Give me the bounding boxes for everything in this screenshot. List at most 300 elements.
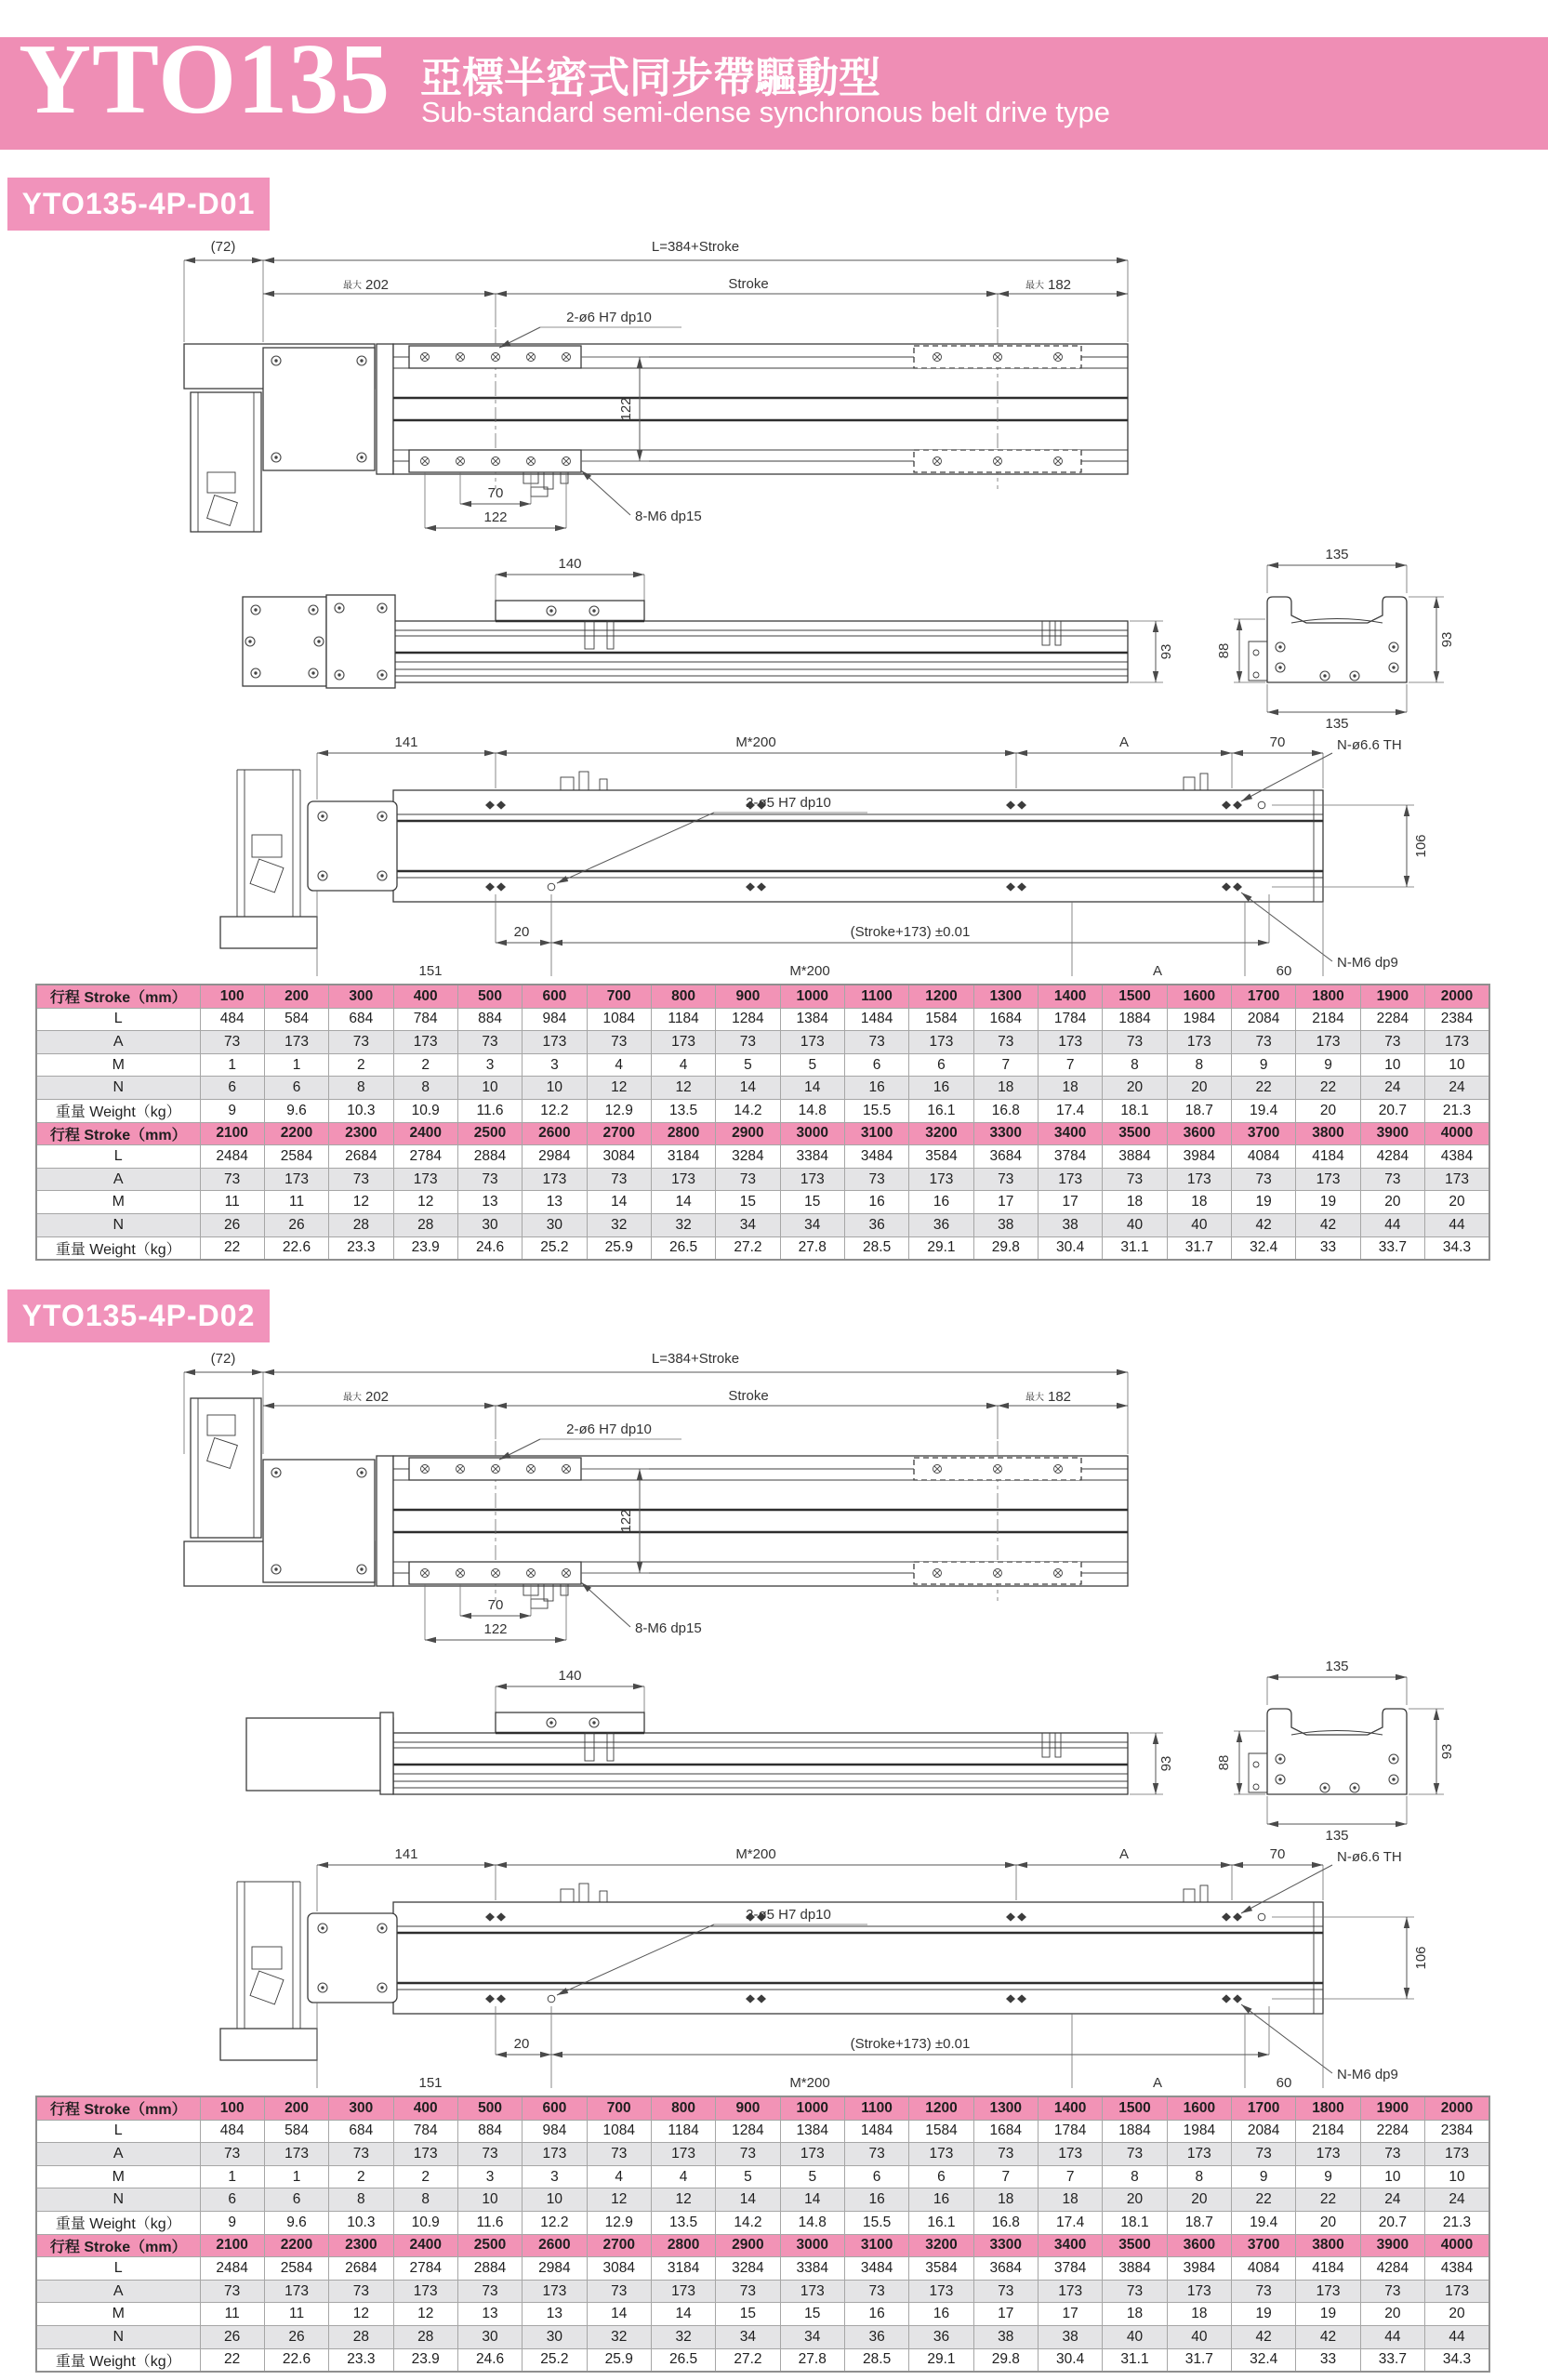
spec-cell: 1 bbox=[200, 1053, 264, 1077]
row-label: 行程 Stroke（mm） bbox=[36, 985, 200, 1008]
spec-cell: 9 bbox=[1296, 1053, 1360, 1077]
dim-label: 70 bbox=[487, 485, 504, 501]
spec-cell: 14 bbox=[780, 1077, 844, 1100]
spec-cell: 32.4 bbox=[1232, 2348, 1296, 2372]
spec-cell: 173 bbox=[1038, 2280, 1102, 2303]
spec-cell: 73 bbox=[1103, 2280, 1167, 2303]
spec-cell: 73 bbox=[973, 2280, 1038, 2303]
row-label: N bbox=[36, 1077, 200, 1100]
dim-label: 122 bbox=[483, 1621, 508, 1637]
spec-cell: 22 bbox=[1232, 2188, 1296, 2212]
spec-cell: 15.5 bbox=[844, 1099, 908, 1122]
spec-cell: 800 bbox=[651, 2096, 715, 2120]
spec-cell: 73 bbox=[716, 2143, 780, 2166]
motor-assembly bbox=[184, 344, 375, 532]
spec-cell: 3300 bbox=[973, 2234, 1038, 2257]
spec-cell: 584 bbox=[264, 2120, 328, 2143]
spec-cell: 15 bbox=[716, 2303, 780, 2326]
spec-cell: 22 bbox=[1296, 2188, 1360, 2212]
spec-cell: 34.3 bbox=[1425, 2348, 1489, 2372]
spec-cell: 26 bbox=[264, 1213, 328, 1236]
spec-cell: 11 bbox=[200, 2303, 264, 2326]
spec-cell: 7 bbox=[973, 1053, 1038, 1077]
spec-cell: 10 bbox=[1425, 2165, 1489, 2188]
spec-cell: 16 bbox=[909, 2303, 973, 2326]
spec-cell: 44 bbox=[1425, 1213, 1489, 1236]
hole-note: 2-ø6 H7 dp10 bbox=[566, 310, 652, 325]
spec-cell: 27.2 bbox=[716, 1236, 780, 1260]
spec-row-1 bbox=[36, 1008, 1489, 1031]
spec-cell: 173 bbox=[1038, 1168, 1102, 1191]
spec-cell: 34 bbox=[716, 2325, 780, 2348]
spec-cell: 2900 bbox=[716, 1122, 780, 1145]
spec-cell: 173 bbox=[393, 1031, 457, 1054]
dim-label: (Stroke+173) ±0.01 bbox=[850, 2036, 971, 2052]
spec-cell: 18 bbox=[1167, 2303, 1231, 2326]
spec-cell: 3384 bbox=[780, 1145, 844, 1169]
spec-cell: 2984 bbox=[523, 2257, 587, 2281]
dim-label: 70 bbox=[1269, 734, 1286, 750]
spec-cell: 40 bbox=[1167, 2325, 1231, 2348]
spec-cell: 12 bbox=[651, 1077, 715, 1100]
spec-cell: 3084 bbox=[587, 1145, 651, 1169]
spec-cell: 173 bbox=[909, 1031, 973, 1054]
spec-cell: 25.2 bbox=[523, 2348, 587, 2372]
spec-cell: 3584 bbox=[909, 1145, 973, 1169]
hole-note: 2-ø5 H7 dp10 bbox=[746, 1907, 831, 1923]
dim-label: 135 bbox=[1325, 1659, 1349, 1674]
spec-cell: 173 bbox=[523, 2143, 587, 2166]
spec-cell: 173 bbox=[1296, 1168, 1360, 1191]
spec-cell: 17.4 bbox=[1038, 1099, 1102, 1122]
spec-cell: 8 bbox=[1167, 2165, 1231, 2188]
spec-cell: 10 bbox=[523, 2188, 587, 2212]
spec-cell: 8 bbox=[1167, 1053, 1231, 1077]
spec-row-0 bbox=[36, 2096, 1489, 2120]
spec-cell: 2600 bbox=[523, 2234, 587, 2257]
spec-cell: 2384 bbox=[1425, 2120, 1489, 2143]
spec-cell: 20 bbox=[1360, 1191, 1424, 1214]
hole-note: N-ø6.6 TH bbox=[1337, 737, 1402, 753]
spec-cell: 2000 bbox=[1425, 2096, 1489, 2120]
spec-cell: 12 bbox=[587, 1077, 651, 1100]
row-label: M bbox=[36, 2165, 200, 2188]
spec-cell: 2084 bbox=[1232, 2120, 1296, 2143]
spec-cell: 16 bbox=[844, 2188, 908, 2212]
spec-cell: 73 bbox=[457, 1031, 522, 1054]
row-label: A bbox=[36, 1168, 200, 1191]
spec-cell: 10 bbox=[1360, 1053, 1424, 1077]
spec-cell: 18 bbox=[1038, 1077, 1102, 1100]
spec-cell: 1000 bbox=[780, 985, 844, 1008]
spec-row-10 bbox=[36, 2325, 1489, 2348]
spec-cell: 73 bbox=[587, 2143, 651, 2166]
spec-cell: 3 bbox=[523, 2165, 587, 2188]
spec-cell: 73 bbox=[200, 2143, 264, 2166]
spec-cell: 18.1 bbox=[1103, 2211, 1167, 2234]
spec-row-0 bbox=[36, 985, 1489, 1008]
spec-row-2 bbox=[36, 1031, 1489, 1054]
motor-side bbox=[243, 595, 395, 688]
dim-label: 93 bbox=[1439, 1743, 1455, 1760]
hole-note: N-M6 dp9 bbox=[1337, 2067, 1398, 2082]
spec-cell: 2684 bbox=[329, 1145, 393, 1169]
spec-cell: 2100 bbox=[200, 2234, 264, 2257]
dim-label: 106 bbox=[1413, 834, 1429, 858]
spec-cell: 21.3 bbox=[1425, 2211, 1489, 2234]
spec-cell: 2 bbox=[329, 2165, 393, 2188]
spec-cell: 42 bbox=[1232, 2325, 1296, 2348]
spec-cell: 73 bbox=[716, 1031, 780, 1054]
spec-cell: 3484 bbox=[844, 2257, 908, 2281]
spec-cell: 2900 bbox=[716, 2234, 780, 2257]
spec-cell: 2300 bbox=[329, 1122, 393, 1145]
spec-cell: 1284 bbox=[716, 2120, 780, 2143]
spec-cell: 14.2 bbox=[716, 2211, 780, 2234]
spec-cell: 21.3 bbox=[1425, 1099, 1489, 1122]
spec-cell: 3284 bbox=[716, 2257, 780, 2281]
spec-cell: 42 bbox=[1232, 1213, 1296, 1236]
spec-cell: 3200 bbox=[909, 2234, 973, 2257]
spec-cell: 10 bbox=[523, 1077, 587, 1100]
dim-label: 70 bbox=[1269, 1846, 1286, 1862]
spec-cell: 1984 bbox=[1167, 2120, 1231, 2143]
dim-label: 93 bbox=[1158, 1755, 1174, 1772]
spec-cell: 1300 bbox=[973, 985, 1038, 1008]
spec-cell: 14 bbox=[651, 1191, 715, 1214]
cross-section-view bbox=[1216, 547, 1455, 732]
spec-cell: 24 bbox=[1360, 2188, 1424, 2212]
spec-cell: 25.9 bbox=[587, 2348, 651, 2372]
spec-cell: 3600 bbox=[1167, 1122, 1231, 1145]
spec-cell: 2084 bbox=[1232, 1008, 1296, 1031]
dim-label: 140 bbox=[558, 556, 582, 572]
row-label: L bbox=[36, 1008, 200, 1031]
spec-cell: 3784 bbox=[1038, 1145, 1102, 1169]
spec-cell: 18.7 bbox=[1167, 2211, 1231, 2234]
dim-label: 60 bbox=[1276, 963, 1292, 976]
spec-cell: 984 bbox=[523, 1008, 587, 1031]
spec-cell: 23.9 bbox=[393, 2348, 457, 2372]
row-label: 重量 Weight（kg） bbox=[36, 1236, 200, 1260]
spec-cell: 4 bbox=[587, 2165, 651, 2188]
spec-cell: 16 bbox=[844, 1191, 908, 1214]
spec-cell: 19 bbox=[1296, 2303, 1360, 2326]
spec-cell: 1700 bbox=[1232, 2096, 1296, 2120]
spec-cell: 3500 bbox=[1103, 2234, 1167, 2257]
spec-cell: 27.8 bbox=[780, 1236, 844, 1260]
spec-cell: 24.6 bbox=[457, 1236, 522, 1260]
spec-cell: 1400 bbox=[1038, 2096, 1102, 2120]
spec-cell: 4384 bbox=[1425, 1145, 1489, 1169]
spec-cell: 5 bbox=[716, 1053, 780, 1077]
spec-cell: 2 bbox=[393, 2165, 457, 2188]
spec-cell: 10 bbox=[457, 1077, 522, 1100]
spec-cell: 16.1 bbox=[909, 1099, 973, 1122]
spec-cell: 20 bbox=[1167, 2188, 1231, 2212]
spec-cell: 26.5 bbox=[651, 2348, 715, 2372]
spec-cell: 28 bbox=[393, 2325, 457, 2348]
spec-cell: 3184 bbox=[651, 1145, 715, 1169]
side-view bbox=[243, 556, 1174, 688]
spec-cell: 173 bbox=[909, 1168, 973, 1191]
spec-cell: 44 bbox=[1360, 1213, 1424, 1236]
spec-cell: 1484 bbox=[844, 2120, 908, 2143]
spec-cell: 18.7 bbox=[1167, 1099, 1231, 1122]
spec-cell: 173 bbox=[1167, 2143, 1231, 2166]
spec-cell: 784 bbox=[393, 2120, 457, 2143]
spec-cell: 16.8 bbox=[973, 1099, 1038, 1122]
spec-cell: 9 bbox=[200, 2211, 264, 2234]
spec-cell: 30 bbox=[523, 2325, 587, 2348]
spec-cell: 1300 bbox=[973, 2096, 1038, 2120]
spec-cell: 73 bbox=[1360, 1168, 1424, 1191]
spec-cell: 18 bbox=[1167, 1191, 1231, 1214]
spec-cell: 6 bbox=[200, 1077, 264, 1100]
spec-cell: 2400 bbox=[393, 1122, 457, 1145]
spec-cell: 19.4 bbox=[1232, 1099, 1296, 1122]
spec-cell: 6 bbox=[909, 1053, 973, 1077]
row-label: 重量 Weight（kg） bbox=[36, 2211, 200, 2234]
spec-cell: 15 bbox=[716, 1191, 780, 1214]
spec-cell: 17 bbox=[1038, 2303, 1102, 2326]
dim-label: 122 bbox=[483, 509, 508, 525]
spec-cell: 584 bbox=[264, 1008, 328, 1031]
spec-cell: 12.9 bbox=[587, 1099, 651, 1122]
spec-cell: 3784 bbox=[1038, 2257, 1102, 2281]
spec-cell: 22 bbox=[200, 2348, 264, 2372]
spec-cell: 2684 bbox=[329, 2257, 393, 2281]
spec-cell: 44 bbox=[1425, 2325, 1489, 2348]
spec-row-5 bbox=[36, 1099, 1489, 1122]
spec-cell: 10 bbox=[457, 2188, 522, 2212]
dim-label: 135 bbox=[1325, 716, 1349, 732]
spec-cell: 73 bbox=[1103, 1031, 1167, 1054]
spec-cell: 9 bbox=[1296, 2165, 1360, 2188]
spec-cell: 173 bbox=[1425, 1168, 1489, 1191]
spec-cell: 12.2 bbox=[523, 1099, 587, 1122]
spec-cell: 2800 bbox=[651, 2234, 715, 2257]
spec-cell: 13 bbox=[457, 1191, 522, 1214]
spec-cell: 6 bbox=[200, 2188, 264, 2212]
spec-cell: 73 bbox=[1232, 2280, 1296, 2303]
spec-cell: 38 bbox=[973, 2325, 1038, 2348]
spec-cell: 2784 bbox=[393, 2257, 457, 2281]
row-label: A bbox=[36, 2280, 200, 2303]
spec-cell: 14.8 bbox=[780, 1099, 844, 1122]
cad-drawing bbox=[31, 232, 1518, 976]
hole-note: 8-M6 dp15 bbox=[635, 509, 702, 524]
spec-cell: 173 bbox=[780, 2280, 844, 2303]
spec-cell: 1200 bbox=[909, 2096, 973, 2120]
spec-row-9 bbox=[36, 1191, 1489, 1214]
spec-cell: 3684 bbox=[973, 2257, 1038, 2281]
spec-cell: 33.7 bbox=[1360, 1236, 1424, 1260]
spec-cell: 10.9 bbox=[393, 1099, 457, 1122]
spec-cell: 1 bbox=[264, 2165, 328, 2188]
spec-cell: 4084 bbox=[1232, 1145, 1296, 1169]
spec-cell: 12.9 bbox=[587, 2211, 651, 2234]
spec-row-10 bbox=[36, 1213, 1489, 1236]
spec-cell: 2300 bbox=[329, 2234, 393, 2257]
page-header bbox=[0, 24, 1548, 150]
spec-cell: 12 bbox=[393, 1191, 457, 1214]
spec-cell: 44 bbox=[1360, 2325, 1424, 2348]
spec-cell: 2 bbox=[329, 1053, 393, 1077]
spec-cell: 38 bbox=[1038, 1213, 1102, 1236]
spec-cell: 9.6 bbox=[264, 2211, 328, 2234]
spec-cell: 12 bbox=[329, 2303, 393, 2326]
row-label: A bbox=[36, 2143, 200, 2166]
spec-cell: 29.1 bbox=[909, 1236, 973, 1260]
spec-cell: 34.3 bbox=[1425, 1236, 1489, 1260]
row-label: M bbox=[36, 1053, 200, 1077]
spec-cell: 10 bbox=[1425, 1053, 1489, 1077]
spec-cell: 29.1 bbox=[909, 2348, 973, 2372]
spec-cell: 8 bbox=[329, 1077, 393, 1100]
spec-cell: 6 bbox=[264, 1077, 328, 1100]
spec-cell: 24.6 bbox=[457, 2348, 522, 2372]
spec-cell: 27.2 bbox=[716, 2348, 780, 2372]
spec-cell: 30 bbox=[457, 2325, 522, 2348]
row-label: 行程 Stroke（mm） bbox=[36, 2234, 200, 2257]
spec-cell: 884 bbox=[457, 1008, 522, 1031]
spec-cell: 3 bbox=[523, 1053, 587, 1077]
dim-label: A bbox=[1152, 2075, 1163, 2088]
spec-cell: 2584 bbox=[264, 1145, 328, 1169]
spec-cell: 3900 bbox=[1360, 2234, 1424, 2257]
spec-cell: 3 bbox=[457, 1053, 522, 1077]
spec-cell: 5 bbox=[780, 1053, 844, 1077]
spec-row-1 bbox=[36, 2120, 1489, 2143]
spec-cell: 30 bbox=[457, 1213, 522, 1236]
spec-cell: 30.4 bbox=[1038, 2348, 1102, 2372]
spec-cell: 4184 bbox=[1296, 1145, 1360, 1169]
spec-cell: 484 bbox=[200, 1008, 264, 1031]
spec-row-7 bbox=[36, 2257, 1489, 2281]
spec-cell: 36 bbox=[844, 1213, 908, 1236]
spec-cell: 1600 bbox=[1167, 985, 1231, 1008]
row-label: 行程 Stroke（mm） bbox=[36, 2096, 200, 2120]
spec-cell: 24 bbox=[1360, 1077, 1424, 1100]
spec-cell: 984 bbox=[523, 2120, 587, 2143]
spec-cell: 1284 bbox=[716, 1008, 780, 1031]
spec-cell: 20.7 bbox=[1360, 2211, 1424, 2234]
row-label: N bbox=[36, 1213, 200, 1236]
hole-note: N-M6 dp9 bbox=[1337, 955, 1398, 971]
spec-cell: 73 bbox=[587, 1031, 651, 1054]
spec-cell: 73 bbox=[716, 1168, 780, 1191]
spec-cell: 800 bbox=[651, 985, 715, 1008]
spec-cell: 173 bbox=[1296, 2280, 1360, 2303]
spec-cell: 15 bbox=[780, 1191, 844, 1214]
spec-cell: 2700 bbox=[587, 1122, 651, 1145]
spec-cell: 22 bbox=[1232, 1077, 1296, 1100]
spec-row-11 bbox=[36, 1236, 1489, 1260]
dim-label: 182 bbox=[1048, 277, 1072, 293]
spec-cell: 700 bbox=[587, 985, 651, 1008]
spec-cell: 73 bbox=[844, 1031, 908, 1054]
spec-cell: 2000 bbox=[1425, 985, 1489, 1008]
spec-cell: 4184 bbox=[1296, 2257, 1360, 2281]
spec-cell: 16 bbox=[909, 1077, 973, 1100]
spec-cell: 13 bbox=[523, 1191, 587, 1214]
spec-cell: 173 bbox=[264, 1031, 328, 1054]
dim-label: 141 bbox=[394, 734, 418, 750]
spec-cell: 173 bbox=[393, 2143, 457, 2166]
spec-cell: 3200 bbox=[909, 1122, 973, 1145]
spec-cell: 2884 bbox=[457, 1145, 522, 1169]
spec-cell: 24 bbox=[1425, 2188, 1489, 2212]
spec-cell: 2384 bbox=[1425, 1008, 1489, 1031]
spec-cell: 20 bbox=[1296, 2211, 1360, 2234]
spec-cell: 20 bbox=[1425, 1191, 1489, 1214]
spec-cell: 173 bbox=[1425, 2280, 1489, 2303]
spec-cell: 14 bbox=[651, 2303, 715, 2326]
spec-cell: 22 bbox=[1296, 1077, 1360, 1100]
spec-cell: 3584 bbox=[909, 2257, 973, 2281]
dim-label: 93 bbox=[1439, 631, 1455, 648]
spec-cell: 3000 bbox=[780, 2234, 844, 2257]
spec-cell: 173 bbox=[780, 2143, 844, 2166]
spec-cell: 29.8 bbox=[973, 1236, 1038, 1260]
spec-cell: 73 bbox=[1232, 1031, 1296, 1054]
spec-cell: 38 bbox=[973, 1213, 1038, 1236]
row-label: N bbox=[36, 2325, 200, 2348]
spec-cell: 11.6 bbox=[457, 1099, 522, 1122]
spec-cell: 2800 bbox=[651, 1122, 715, 1145]
spec-cell: 16 bbox=[909, 1191, 973, 1214]
spec-cell: 73 bbox=[716, 2280, 780, 2303]
spec-cell: 11 bbox=[200, 1191, 264, 1214]
spec-cell: 25.9 bbox=[587, 1236, 651, 1260]
dim-label: 93 bbox=[1158, 643, 1174, 660]
spec-cell: 884 bbox=[457, 2120, 522, 2143]
dim-label: 202 bbox=[365, 1389, 390, 1405]
spec-cell: 4284 bbox=[1360, 2257, 1424, 2281]
bottom-view bbox=[220, 1846, 1429, 2088]
spec-cell: 3100 bbox=[844, 2234, 908, 2257]
spec-cell: 6 bbox=[909, 2165, 973, 2188]
spec-cell: 173 bbox=[1425, 1031, 1489, 1054]
spec-cell: 1 bbox=[264, 1053, 328, 1077]
spec-cell: 100 bbox=[200, 985, 264, 1008]
spec-cell: 3384 bbox=[780, 2257, 844, 2281]
spec-cell: 73 bbox=[973, 1168, 1038, 1191]
spec-cell: 14 bbox=[780, 2188, 844, 2212]
spec-cell: 32 bbox=[587, 2325, 651, 2348]
spec-cell: 173 bbox=[1167, 1031, 1231, 1054]
row-label: 行程 Stroke（mm） bbox=[36, 1122, 200, 1145]
dim-label: 88 bbox=[1216, 1754, 1232, 1771]
bottom-view bbox=[220, 734, 1429, 976]
spec-cell: 73 bbox=[329, 1168, 393, 1191]
row-label: A bbox=[36, 1031, 200, 1054]
spec-cell: 500 bbox=[457, 2096, 522, 2120]
spec-cell: 14 bbox=[716, 2188, 780, 2212]
spec-cell: 2984 bbox=[523, 1145, 587, 1169]
spec-cell: 173 bbox=[651, 2280, 715, 2303]
spec-cell: 173 bbox=[1167, 1168, 1231, 1191]
dim-label: 最大 bbox=[1025, 1393, 1044, 1403]
spec-cell: 30 bbox=[523, 1213, 587, 1236]
hole-note: 2-ø5 H7 dp10 bbox=[746, 795, 831, 811]
spec-cell: 28 bbox=[329, 1213, 393, 1236]
spec-cell: 1384 bbox=[780, 2120, 844, 2143]
spec-cell: 2184 bbox=[1296, 2120, 1360, 2143]
spec-cell: 1184 bbox=[651, 1008, 715, 1031]
row-label: 重量 Weight（kg） bbox=[36, 1099, 200, 1122]
